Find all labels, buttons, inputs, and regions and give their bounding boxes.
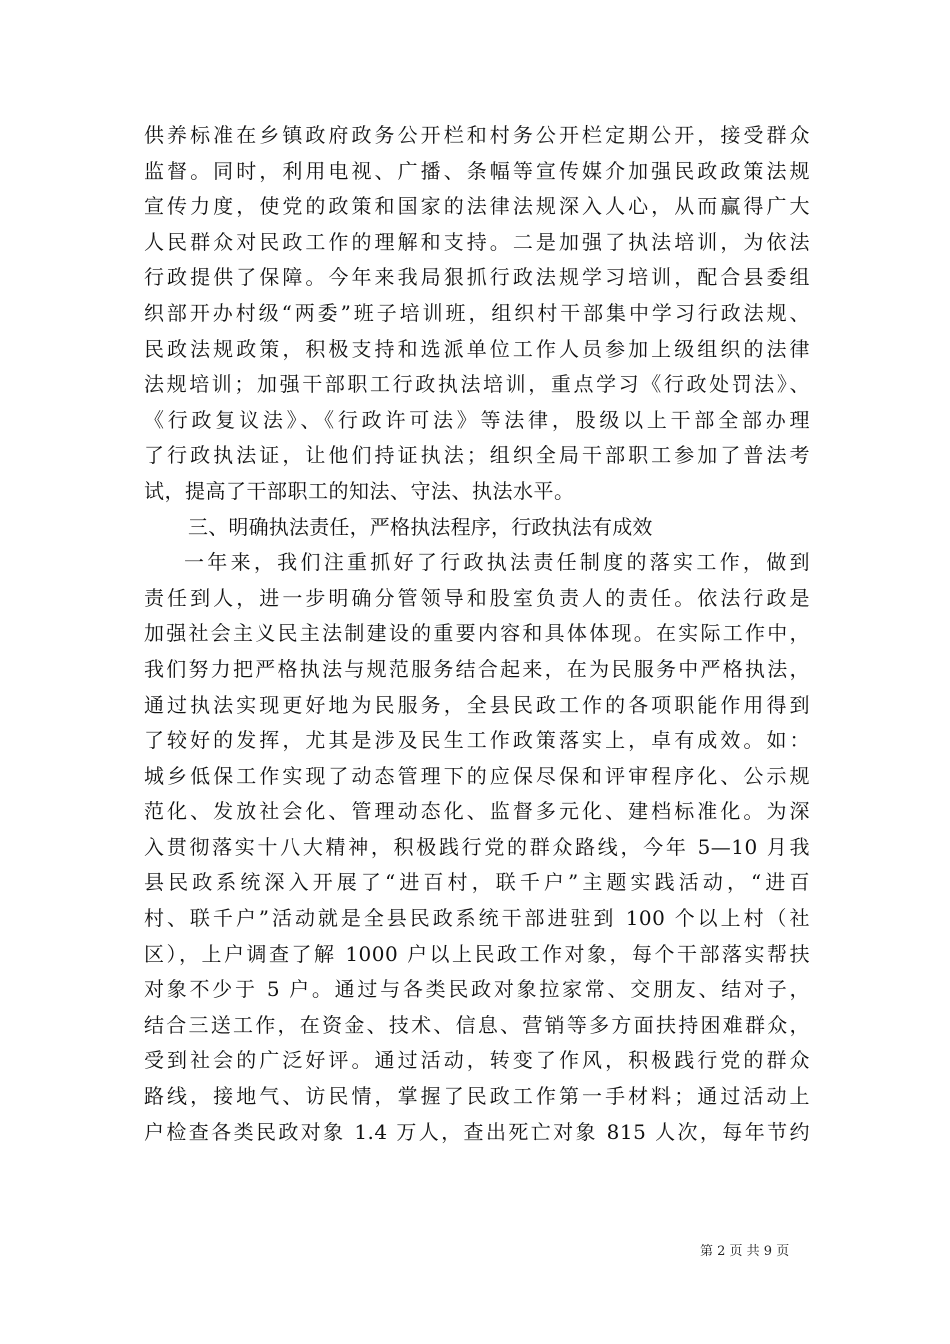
body-line: 通过执法实现更好地为民服务，全县民政工作的各项职能作用得到 <box>144 692 810 717</box>
body-line: 路线，接地气、访民情，掌握了民政工作第一手材料；通过活动上 <box>144 1084 810 1109</box>
body-line: 法规培训；加强干部职工行政执法培训，重点学习《行政处罚法》、 <box>144 372 810 397</box>
body-line: 范化、发放社会化、管理动态化、监督多元化、建档标准化。为深 <box>144 799 810 824</box>
body-line: 民政法规政策，积极支持和选派单位工作人员参加上级组织的法律 <box>144 336 810 361</box>
body-line: 一年来，我们注重抓好了行政执法责任制度的落实工作，做到 <box>184 550 810 575</box>
body-line: 织部开办村级“两委”班子培训班，组织村干部集中学习行政法规、 <box>144 300 810 325</box>
body-line: 了行政执法证，让他们持证执法；组织全局干部职工参加了普法考 <box>144 443 810 468</box>
body-line: 加强社会主义民主法制建设的重要内容和具体体现。在实际工作中， <box>144 621 810 646</box>
body-line: 区），上户调查了解 1000 户以上民政工作对象，每个干部落实帮扶 <box>144 941 810 966</box>
body-line: 城乡低保工作实现了动态管理下的应保尽保和评审程序化、公示规 <box>144 763 810 788</box>
body-line: 责任到人，进一步明确分管领导和股室负责人的责任。依法行政是 <box>144 585 810 610</box>
body-line: 行政提供了保障。今年来我局狠抓行政法规学习培训，配合县委组 <box>144 265 810 290</box>
document-body <box>144 118 810 1150</box>
body-line: 宣传力度，使党的政策和国家的法律法规深入人心，从而赢得广大 <box>144 194 810 219</box>
body-line: 试，提高了干部职工的知法、守法、执法水平。 <box>144 478 575 503</box>
body-line: 了较好的发挥，尤其是涉及民生工作政策落实上，卓有成效。如： <box>144 728 810 753</box>
body-line: 结合三送工作，在资金、技术、信息、营销等多方面扶持困难群众， <box>144 1012 810 1037</box>
body-line: 户检查各类民政对象 1.4 万人，查出死亡对象 815 人次，每年节约 <box>144 1119 810 1144</box>
body-line: 村、联千户”活动就是全县民政系统干部进驻到 100 个以上村（社 <box>144 906 810 931</box>
body-line: 受到社会的广泛好评。通过活动，转变了作风，积极践行党的群众 <box>144 1048 810 1073</box>
body-line: 《行政复议法》、《行政许可法》等法律，股级以上干部全部办理 <box>144 407 810 432</box>
page-number: 第 2 页 共 9 页 <box>700 1244 790 1259</box>
body-line: 监督。同时，利用电视、广播、条幅等宣传媒介加强民政政策法规 <box>144 158 810 183</box>
body-line: 县民政系统深入开展了“进百村，联千户”主题实践活动，“进百 <box>144 870 810 895</box>
body-line: 我们努力把严格执法与规范服务结合起来，在为民服务中严格执法， <box>144 656 810 681</box>
body-line: 人民群众对民政工作的理解和支持。二是加强了执法培训，为依法 <box>144 229 810 254</box>
body-line: 入贯彻落实十八大精神，积极践行党的群众路线，今年 5—10 月我 <box>144 834 810 859</box>
body-line: 供养标准在乡镇政府政务公开栏和村务公开栏定期公开，接受群众 <box>144 123 810 147</box>
section-heading: 三、明确执法责任，严格执法程序，行政执法有成效 <box>188 514 653 539</box>
body-line: 对象不少于 5 户。通过与各类民政对象拉家常、交朋友、结对子， <box>144 977 810 1002</box>
